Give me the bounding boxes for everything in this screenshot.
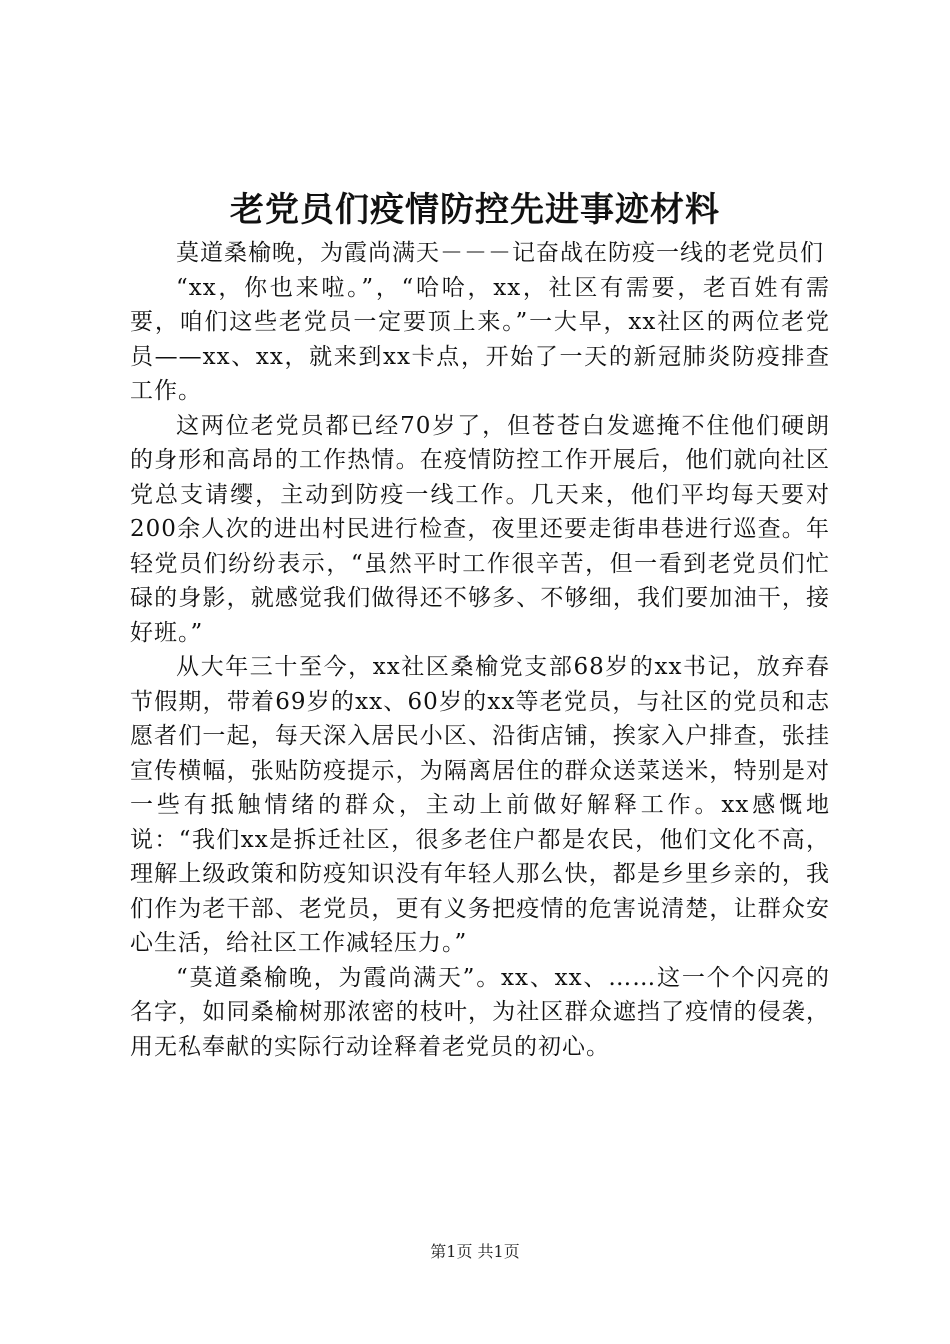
document-title: 老党员们疫情防控先进事迹材料	[230, 190, 720, 230]
body-paragraph: 这两位老党员都已经70岁了，但苍苍白发遮掩不住他们硬朗的身形和高昂的工作热情。在疫情防控工作开展后，他们就向社区党总支请缨，主动到防疫一线工作。几天来，他们平均每天要对200余人次的进出村民进行检查，夜里还要走街串巷进行巡查。年轻党员们纷纷表示，“虽然平时工作很辛苦，但一看到老党员们忙碌的身影，就感觉我们做得还不够多、不够细，我们要加油干，接好班。”	[130, 412, 830, 646]
body-paragraph: 从大年三十至今，xx社区桑榆党支部68岁的xx书记，放弃春节假期，带着69岁的xx、60岁的xx等老党员，与社区的党员和志愿者们一起，每天深入居民小区、沿街店铺，挨家入户排查，张挂宣传横幅，张贴防疫提示，为隔离居住的群众送菜送米，特别是对一些有抵触情绪的群众，主动上前做好解释工作。xx感慨地说：“我们xx是拆迁社区，很多老住户都是农民，他们文化不高，理解上级政策和防疫知识没有年轻人那么快，都是乡里乡亲的，我们作为老干部、老党员，更有义务把疫情的危害说清楚，让群众安心生活，给社区工作减轻压力。”	[130, 654, 830, 956]
document-body	[130, 236, 830, 1064]
body-paragraph: “xx，你也来啦。”，“哈哈，xx，社区有需要，老百姓有需要，咱们这些老党员一定要顶上来。”一大早，xx社区的两位老党员——xx、xx，就来到xx卡点，开始了一天的新冠肺炎防疫排查工作。	[130, 274, 830, 404]
subtitle-paragraph: 莫道桑榆晚，为霞尚满天－－－记奋战在防疫一线的老党员们	[176, 240, 824, 266]
body-paragraph: “莫道桑榆晚，为霞尚满天”。xx、xx、……这一个个闪亮的名字，如同桑榆树那浓密的枝叶，为社区群众遮挡了疫情的侵袭，用无私奉献的实际行动诠释着老党员的初心。	[130, 964, 830, 1060]
page-footer: 第1页 共1页	[430, 1242, 520, 1261]
